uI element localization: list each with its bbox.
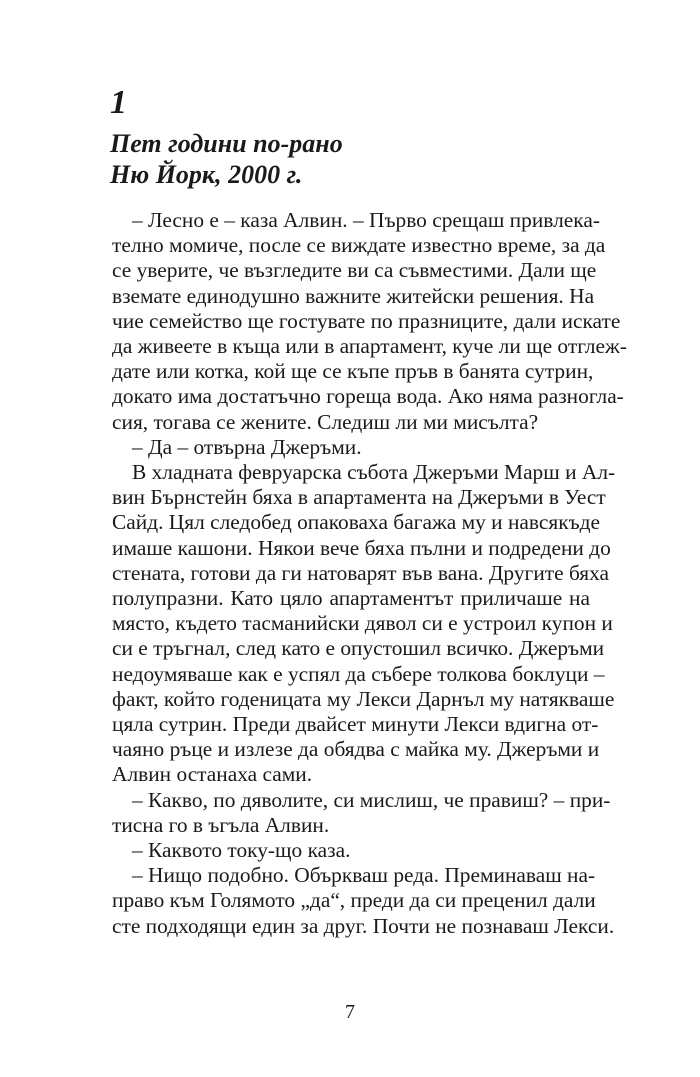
paragraph <box>112 787 611 838</box>
text-line: цяла сутрин. Преди двайсет минути Лекси вдигна от- <box>112 712 599 737</box>
text-line: да живеете в къща или в апартамент, куче ли ще отглеж- <box>112 334 627 359</box>
paragraph <box>112 838 590 863</box>
text-line: чаяно ръце и излезе да обядва с майка му. Джеръми и <box>112 737 600 762</box>
text-line: чие семейство ще гостувате по празниците, дали искате <box>112 308 621 333</box>
text-line: недоумяваше как е успял да събере толкова боклуци – <box>112 661 605 686</box>
text-line: – Лесно е – каза Алвин. – Първо срещаш привлека- <box>132 208 600 232</box>
chapter-heading-line: Пет години по-рано <box>110 129 343 158</box>
chapter-heading <box>110 128 343 190</box>
text-line: – Каквото току-що каза. <box>132 838 351 863</box>
text-line: вземате единодушно важните житейски решения. На <box>112 283 595 308</box>
chapter-number: 1 <box>110 84 127 121</box>
text-line: телно момиче, после се виждате известно време, за да <box>112 233 606 258</box>
text-line: Сайд. Цял следобед опаковаха багажа му и навсякъде <box>112 510 601 535</box>
text-line: тисна го в ъгъла Алвин. <box>112 812 330 837</box>
text-line: се уверите, че възгледите ви са съвместими. Дали ще <box>112 258 597 283</box>
text-line: дате или котка, кой ще се къпе пръв в банята сутрин, <box>112 359 594 384</box>
text-line: полупразни. Като цяло апартаментът приличаше на <box>112 586 590 611</box>
body-text <box>112 208 627 939</box>
chapter-heading-line: Ню Йорк, 2000 г. <box>110 160 303 189</box>
text-line: имаше кашони. Някои вече бяха пълни и подредени до <box>112 535 611 560</box>
text-line: – Да – отвърна Джеръми. <box>132 434 362 459</box>
text-line: В хладната февруарска събота Джеръми Марш и Ал- <box>132 460 616 485</box>
text-line: право към Голямото „да“, преди да си преценил дали <box>112 888 596 913</box>
text-line: си е тръгнал, след като е опустошил всичко. Джеръми <box>112 636 605 661</box>
text-line: – Какво, по дяволите, си мислиш, че правиш? – при- <box>132 787 611 812</box>
text-line: място, където тасманийски дявол си е устроил купон и <box>112 611 613 636</box>
paragraph <box>112 863 615 939</box>
text-line: сия, тогава се жените. Следиш ли ми мисълта? <box>112 409 539 434</box>
text-line: факт, който годеницата му Лекси Дарнъл му натякваше <box>112 686 615 711</box>
paragraph <box>112 435 590 460</box>
paragraph <box>112 460 616 788</box>
paragraph <box>112 208 627 435</box>
text-line: докато има достатъчно гореща вода. Ако няма разногла- <box>112 384 624 409</box>
text-line: сте подходящи един за друг. Почти не познаваш Лекси. <box>112 913 615 938</box>
text-line: – Нищо подобно. Объркваш реда. Преминаваш на- <box>132 863 596 888</box>
page-number: 7 <box>345 1001 355 1023</box>
text-line: вин Бърнстейн бяха в апартамента на Джеръми в Уест <box>112 485 606 510</box>
text-line: стената, готови да ги натоварят във вана. Другите бяха <box>112 560 610 585</box>
text-line: Алвин останаха сами. <box>112 762 313 787</box>
